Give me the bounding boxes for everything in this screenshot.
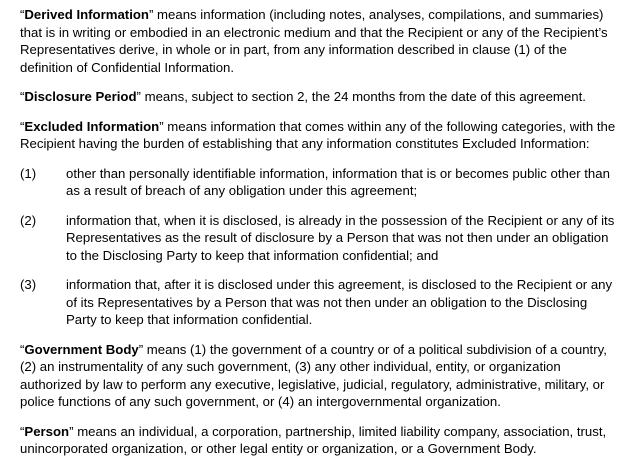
definition-government-body — [20, 341, 616, 411]
defined-term: Excluded Information — [24, 118, 160, 134]
list-item — [20, 276, 616, 329]
definition-text: means (1) the government of a country or of a political subdivision of a country, (2) an instrumentality of any such government, (3) any other individual, entity, or organization authorized by law to perform any executive, legislative, judicial, regulatory, administrative, military, or police functions of any such government, or (4) an intergovernmental organization. — [20, 341, 607, 409]
list-item — [20, 212, 616, 265]
definition-text: means information (including notes, analyses, compilations, and summaries) that is in writing or embodied in an electronic medium and that the Recipient or any of the Recipient’s Representatives derive, in whole or in part, from any information described in clause (1) of the definition of Confidential Information. — [20, 7, 608, 75]
defined-term: Government Body — [24, 341, 139, 357]
list-item-number: (2) — [20, 212, 37, 228]
close-quote: ” — [148, 7, 154, 22]
open-quote: “ — [20, 7, 25, 22]
definition-person — [20, 423, 616, 458]
close-quote: ” — [136, 89, 141, 104]
defined-term: Disclosure Period — [24, 89, 137, 104]
close-quote: ” — [69, 423, 74, 439]
list-item-text: other than personally identifiable information, information that is or becomes public other than as a result of breach of any obligation under this agreement; — [66, 165, 610, 198]
defined-term: Person — [24, 423, 70, 439]
definition-text: means information that comes within any of the following categories, with the Recipient having the burden of establishing that any information constitutes Excluded Information: — [20, 118, 616, 151]
open-quote: “ — [20, 118, 25, 134]
defined-term: Derived Information — [24, 7, 149, 22]
list-item-number: (1) — [20, 165, 37, 181]
close-quote: ” — [159, 118, 164, 134]
list-item-text: information that, when it is disclosed, is already in the possession of the Recipient or any of its Representatives as the result of disclosure by a Person that was not then under an obligation to the Disclosing Party to keep that information confidential; and — [66, 212, 615, 263]
definition-derived-information — [20, 6, 616, 76]
close-quote: ” — [138, 341, 144, 357]
open-quote: “ — [20, 423, 25, 439]
definition-text: means an individual, a corporation, partnership, limited liability company, association, trust, unincorporated organization, or other legal entity or organization, or a Government Body. — [20, 423, 607, 456]
open-quote: “ — [20, 89, 25, 104]
definition-text: means, subject to section 2, the 24 months from the date of this agreement. — [140, 89, 586, 104]
list-item-text: information that, after it is disclosed under this agreement, is disclosed to the Recipient or any of its Representatives by a Person that was not then under an obligation to the Disclosing Party to keep that information confidential. — [66, 277, 613, 327]
open-quote: “ — [20, 341, 25, 357]
definition-excluded-information — [20, 118, 616, 153]
definition-disclosure-period — [20, 88, 616, 106]
list-item-number: (3) — [20, 277, 37, 292]
list-item — [20, 165, 616, 200]
